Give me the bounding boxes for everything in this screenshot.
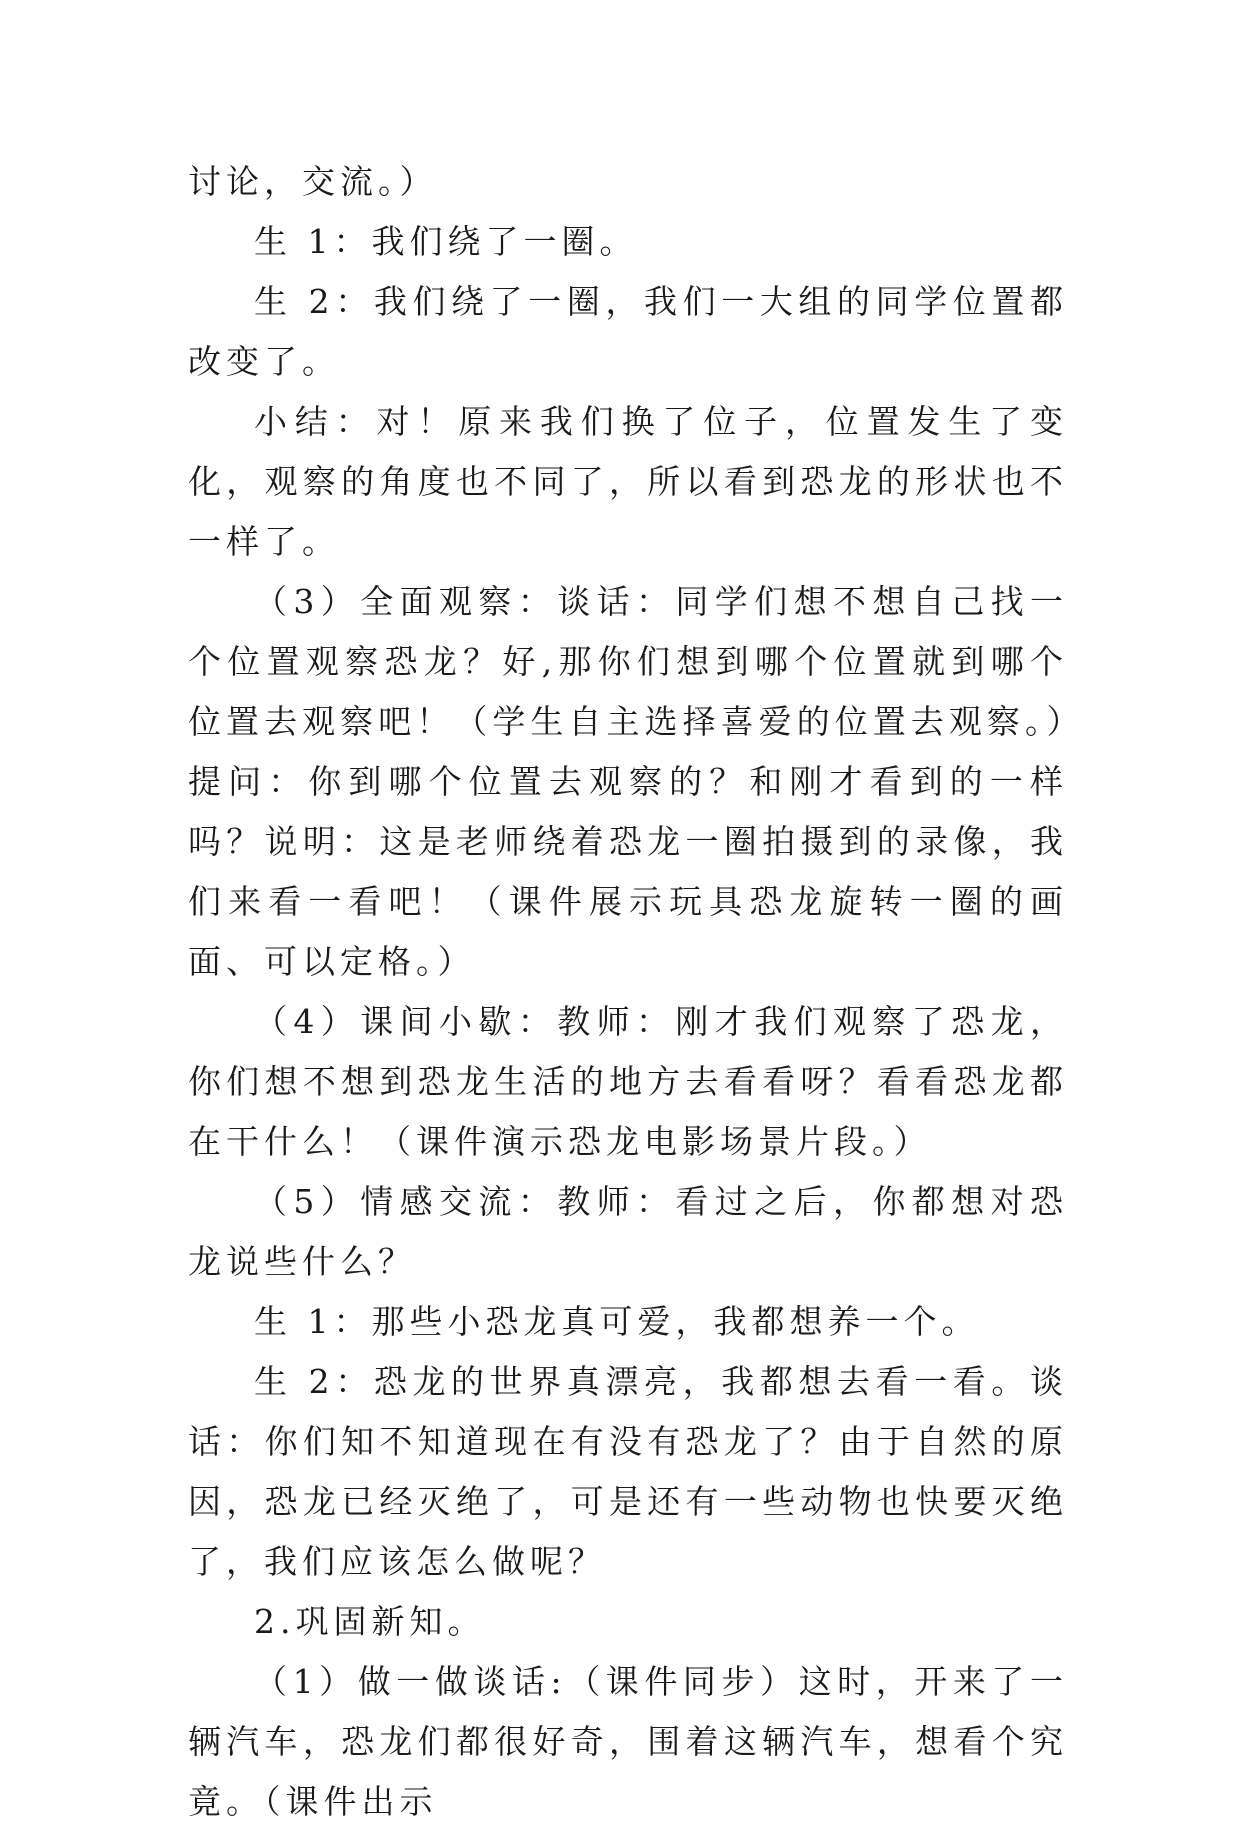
paragraph-student-1: 生 1：我们绕了一圈。 — [254, 222, 638, 261]
paragraph-full-observation: （3）全面观察：谈话：同学们想不想自己找一个位置观察恐龙？好,那你们想到哪个位置就到哪个位置去观察吧！（学生自主选择喜爱的位置去观察。）提问：你到哪个位置去观察的？和刚才看到的一样吗？说明：这是老师绕着恐龙一圈拍摄到的录像，我们来看一看吧！（课件展示玩具恐龙旋转一圈的画面、可以定格。） — [188, 582, 1068, 981]
paragraph-continuation: 讨论，交流。） — [188, 162, 438, 201]
paragraph-activity: （1）做一做谈话:（课件同步）这时，开来了一辆汽车，恐龙们都很好奇，围着这辆汽车，想看个究竟。（课件出示 — [188, 1662, 1068, 1821]
paragraph-emotion: （5）情感交流：教师：看过之后，你都想对恐龙说些什么？ — [188, 1182, 1068, 1281]
paragraph-summary: 小结：对！原来我们换了位子，位置发生了变化，观察的角度也不同了，所以看到恐龙的形状也不一样了。 — [188, 402, 1068, 561]
paragraph-section-heading: 2.巩固新知。 — [254, 1602, 486, 1641]
paragraph-break: （4）课间小歇：教师：刚才我们观察了恐龙，你们想不想到恐龙生活的地方去看看呀？看看恐龙都在干什么！（课件演示恐龙电影场景片段。） — [188, 1002, 1068, 1161]
paragraph-student-2: 生 2：我们绕了一圈，我们一大组的同学位置都改变了。 — [188, 282, 1068, 381]
paragraph-student-2b: 生 2：恐龙的世界真漂亮，我都想去看一看。谈话：你们知不知道现在有没有恐龙了？由于自然的原因，恐龙已经灭绝了，可是还有一些动物也快要灭绝了，我们应该怎么做呢？ — [188, 1362, 1068, 1581]
paragraph-student-1b: 生 1：那些小恐龙真可爱，我都想养一个。 — [254, 1302, 980, 1341]
document-body — [188, 152, 1068, 1832]
